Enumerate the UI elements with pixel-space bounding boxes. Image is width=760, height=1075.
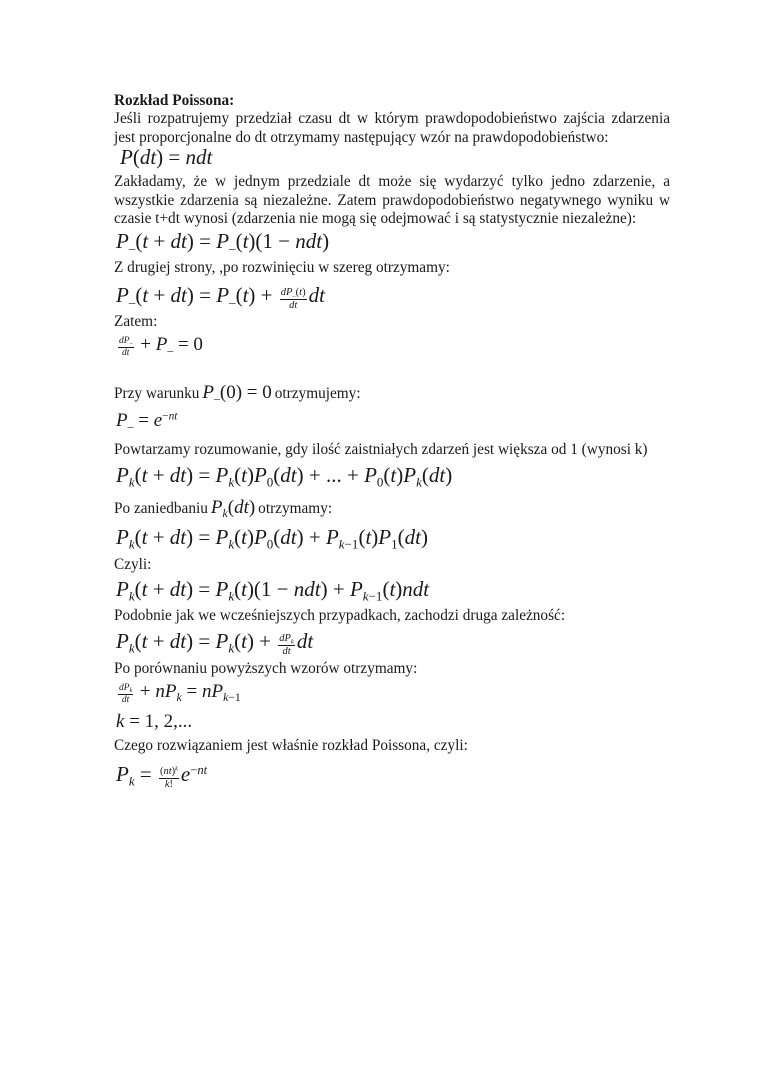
equation-series-expansion: $P_-(t + dt) = P_-(t)$ + $\frac{dP_-(t)}{dt}$ dt xyxy=(116,283,325,311)
equation-pk-ndt: $P_k(t + dt) = P_k(t)(1 - ndt) + P_{k-1}(t)ndt$ xyxy=(116,577,430,604)
neglect-text-before: Po zaniedbaniu xyxy=(114,500,208,517)
equation-pk-series: $P_k(t + dt) = P_k(t)$ + $\frac{dP_k}{dt}$ dt xyxy=(116,629,314,657)
paragraph-therefore: Zatem: xyxy=(114,313,158,330)
equation-pk-sum: $P_k(t + dt) = P_k(t)P_0(dt)$ + ... + $P_0(t)P_k(dt)$ xyxy=(116,463,453,490)
equation-differential: $\frac{dP_-}{dt}$ + $P_- = 0$ xyxy=(119,334,203,359)
equation-negative-result: $P_-(t + dt) = P_-(t)(1 - ndt)$ xyxy=(116,229,330,256)
paragraph-assumption: Zakładamy, że w jednym przedziale dt może się wydarzyć tylko jedno zdarzenie, a wszystkie zdarzenia są niezależne. Zatem prawdopodobieństwo negatywnego wyniku w czasie t+dt wynosi (zdarzenia nie mogą się odejmować i są statystycznie niezależne): xyxy=(114,173,670,227)
equation-p-dt: P(dt) = ndt xyxy=(120,145,213,169)
equation-poisson-distribution: $P_k$ = $\frac{(nt)^k}{k!}$ $e^{-nt}$ xyxy=(116,762,208,790)
paragraph-series: Z drugiej strony, ,po rozwinięciu w szereg otrzymamy: xyxy=(114,259,450,276)
neglect-text-after: otrzymamy: xyxy=(258,500,333,517)
paragraph-neglect xyxy=(114,499,670,519)
paragraph-intro: Jeśli rozpatrujemy przedział czasu dt w którym prawdopodobieństwo zajścia zdarzenia jest proporcjonalne do dt otrzymamy następujący wzór na prawdopodobieństwo: xyxy=(114,110,670,146)
paragraph-repeat: Powtarzamy rozumowanie, gdy ilość zaistniałych zdarzeń jest większa od 1 (wynosi k) xyxy=(114,441,648,458)
equation-pk-two-terms: $P_k(t + dt) = P_k(t)P_0(dt) + P_{k-1}(t)P_1(dt)$ xyxy=(116,525,428,552)
equation-pk-dt: $P_k(dt)$ xyxy=(210,497,256,521)
paragraph-comparison: Po porównaniu powyższych wzorów otrzymamy: xyxy=(114,660,418,677)
condition-text-before: Przy warunku xyxy=(114,385,200,402)
section-title: Rozkład Poissona: xyxy=(114,92,235,109)
equation-k-values: k = 1, 2,... xyxy=(116,711,193,732)
paragraph-so: Czyli: xyxy=(114,556,152,573)
equation-exponential: $P_- = e^{-nt}$ xyxy=(116,410,178,434)
paragraph-condition xyxy=(114,384,670,404)
paragraph-solution: Czego rozwiązaniem jest właśnie rozkład Poissona, czyli: xyxy=(114,737,468,754)
equation-initial-condition: $P_-(0) = 0$ xyxy=(202,382,272,406)
condition-text-after: otrzymujemy: xyxy=(274,385,361,402)
paragraph-similarly: Podobnie jak we wcześniejszych przypadkach, zachodzi druga zależność: xyxy=(114,607,566,624)
equation-pk-differential: $\frac{dP_k}{dt}$ + $nP_k = nP_{k-1}$ xyxy=(119,681,241,706)
